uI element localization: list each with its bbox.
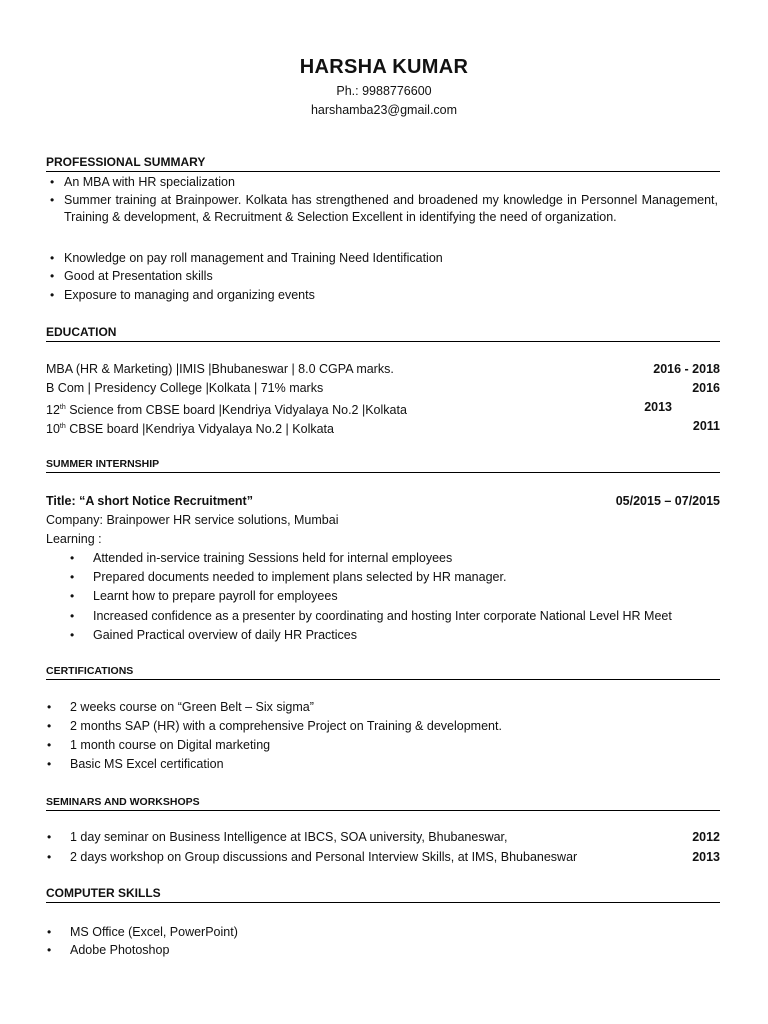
internship-company: Company: Brainpower HR service solutions, Mumbai [46, 513, 339, 527]
seminar-year: 2013 [692, 850, 720, 864]
education-text: CBSE board |Kendriya Vidyalaya No.2 | Kolkata [65, 422, 334, 437]
summary-item: • An MBA with HR specialization [64, 174, 235, 191]
grade-number: 12 [46, 403, 60, 418]
education-year: 2011 [692, 419, 720, 433]
seminar-year: 2012 [692, 830, 720, 844]
learning-item: • Gained Practical overview of daily HR Practices [93, 627, 357, 644]
learning-item: • Increased confidence as a presenter by coordinating and hosting Inter corporate National Level HR Meet [93, 608, 672, 625]
education-text: Science from CBSE board |Kendriya Vidyalaya No.2 |Kolkata [65, 403, 407, 418]
learning-item: • Learnt how to prepare payroll for employees [93, 588, 338, 605]
internship-dates: 05/2015 – 07/2015 [615, 494, 720, 508]
grade-suffix: th [59, 404, 66, 411]
seminar-item: • 2 days workshop on Group discussions and Personal Interview Skills, at IMS, Bhubaneswar [70, 849, 577, 866]
section-heading-seminars-workshops: SEMINARS AND WORKSHOPS [46, 796, 720, 811]
education-text: MBA (HR & Marketing) |IMIS |Bhubaneswar | 8.0 CGPA marks. [46, 362, 394, 376]
learning-item: • Prepared documents needed to implement plans selected by HR manager. [93, 569, 506, 586]
summary-item: • Exposure to managing and organizing events [64, 287, 315, 304]
section-heading-certifications: CERTIFICATIONS [46, 665, 720, 680]
summary-item: • Knowledge on pay roll management and Training Need Identification [64, 250, 443, 267]
education-year: 2013 [644, 400, 672, 414]
education-entry [46, 399, 407, 419]
internship-title: Title: “A short Notice Recruitment” [46, 494, 253, 508]
education-entry [46, 380, 323, 397]
education-entry [46, 418, 334, 438]
learning-label: Learning : [46, 532, 102, 546]
education-entry [46, 361, 394, 378]
certification-item: • 2 months SAP (HR) with a comprehensive Project on Training & development. [70, 718, 502, 735]
summary-item: • Good at Presentation skills [64, 268, 213, 285]
learning-item: • Attended in-service training Sessions held for internal employees [93, 550, 452, 567]
section-heading-computer-skills: COMPUTER SKILLS [46, 886, 720, 903]
certification-item: • Basic MS Excel certification [70, 756, 224, 773]
skill-item: • Adobe Photoshop [70, 942, 169, 959]
summary-item: • Summer training at Brainpower. Kolkata has strengthened and broadened my knowledge in Personnel Management, Training & development, & Recruitment & Selection Excellent in identifying the need of organization. [64, 192, 718, 226]
grade-suffix: th [59, 423, 66, 430]
education-year: 2016 [692, 381, 720, 395]
certification-item: • 2 weeks course on “Green Belt – Six sigma” [70, 699, 314, 716]
grade-number: 10 [46, 422, 60, 437]
seminar-item: • 1 day seminar on Business Intelligence at IBCS, SOA university, Bhubaneswar, [70, 829, 508, 846]
candidate-name: HARSHA KUMAR [299, 56, 469, 78]
skill-item: • MS Office (Excel, PowerPoint) [70, 924, 238, 941]
section-heading-professional-summary: PROFESSIONAL SUMMARY [46, 155, 720, 172]
email-address: harshamba23@gmail.com [310, 103, 458, 117]
education-year: 2016 - 2018 [653, 362, 720, 376]
certification-item: • 1 month course on Digital marketing [70, 737, 270, 754]
section-heading-education: EDUCATION [46, 325, 720, 342]
phone-number: Ph.: 9988776600 [336, 84, 432, 98]
education-text: B Com | Presidency College |Kolkata | 71% marks [46, 381, 324, 395]
section-heading-summer-internship: SUMMER INTERNSHIP [46, 458, 720, 473]
